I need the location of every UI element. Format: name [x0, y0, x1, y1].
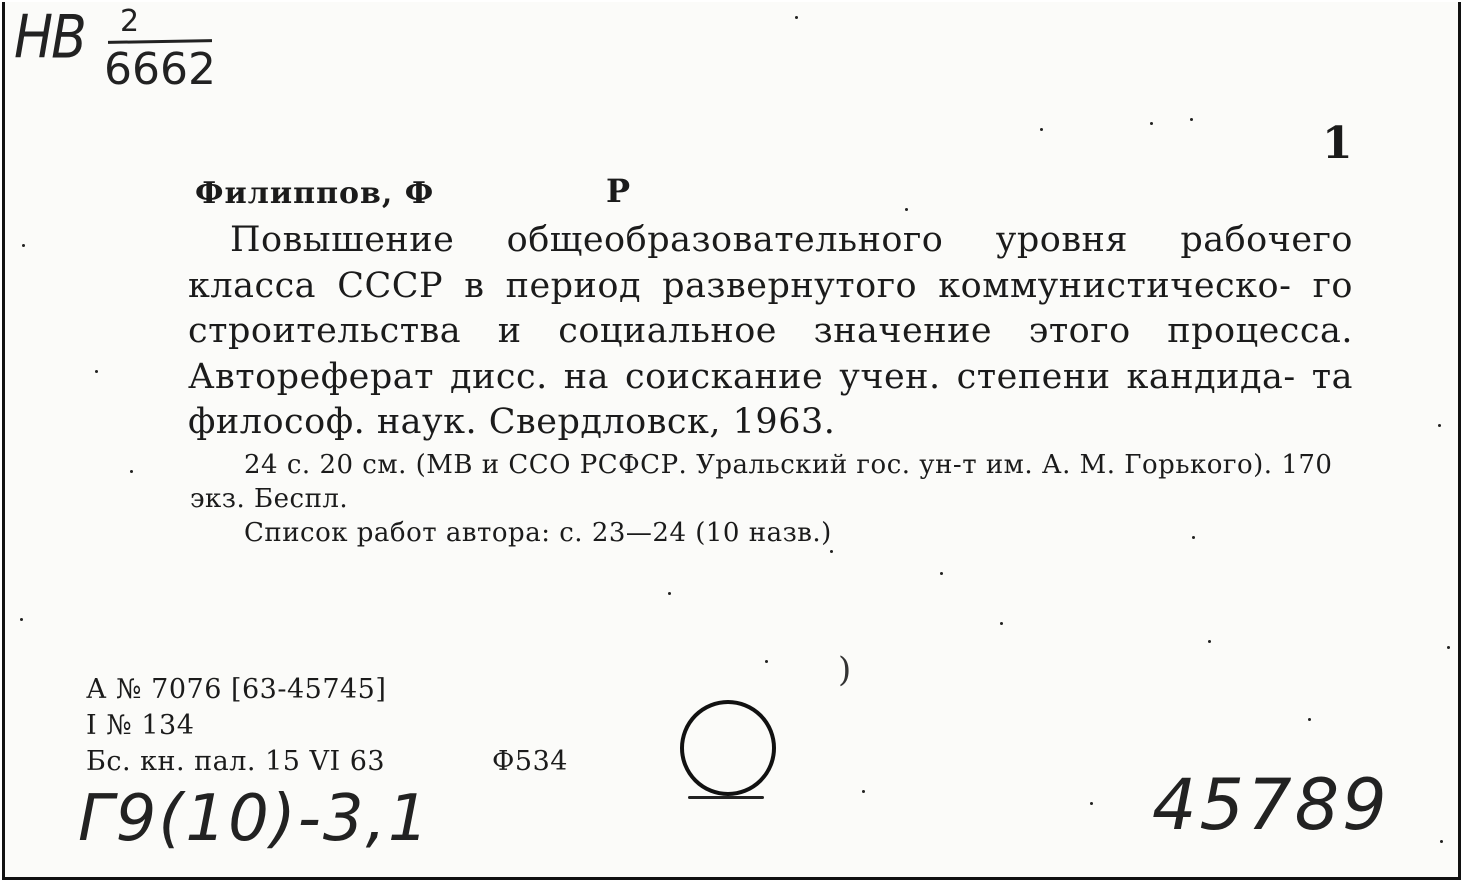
handwritten-inventory-number: 45789 — [1152, 764, 1390, 846]
bibliography-text: Список работ автора: с. 23—24 (10 назв.) — [244, 518, 832, 548]
bibliography-note — [190, 516, 1355, 550]
tracing-line-1: А № 7076 [63-45745] — [86, 674, 387, 705]
tracing-code: Ф534 — [492, 746, 568, 777]
card-number: 1 — [1322, 118, 1353, 169]
title-text: Повышение общеобразовательного уровня рабочего класса СССР в период развернутого коммунистическо- го строительства и социальное значение этого процесса. Автореферат дисс. на соискание учен. степени кандида- та философ. наук. Свердловск, 1963. — [188, 220, 1353, 442]
physical-text: 24 с. 20 см. (МВ и ССО РСФСР. Уральский гос. ун-т им. А. М. Горького). 170 экз. Беспл. — [190, 450, 1333, 514]
tracing-line-3: Бс. кн. пал. 15 VI 63 — [86, 746, 386, 777]
handwritten-classification: Г9(10)-3,1 — [78, 782, 431, 856]
physical-description — [190, 448, 1355, 516]
author-second-initial: Р — [606, 172, 631, 210]
shelf-mark-top: 2 — [120, 4, 140, 39]
stray-paren-mark: ) — [838, 650, 852, 690]
notes-block — [190, 448, 1355, 550]
tracing-block — [86, 672, 568, 780]
tracing-line-2: I № 134 — [86, 710, 195, 741]
title-description — [188, 218, 1353, 446]
author-name: Филиппов, Ф — [195, 176, 435, 211]
shelf-mark-bottom: 6662 — [104, 44, 216, 95]
hole-underline — [688, 796, 764, 799]
card-punch-hole — [680, 700, 776, 796]
shelf-mark-letters: НВ — [14, 3, 85, 73]
